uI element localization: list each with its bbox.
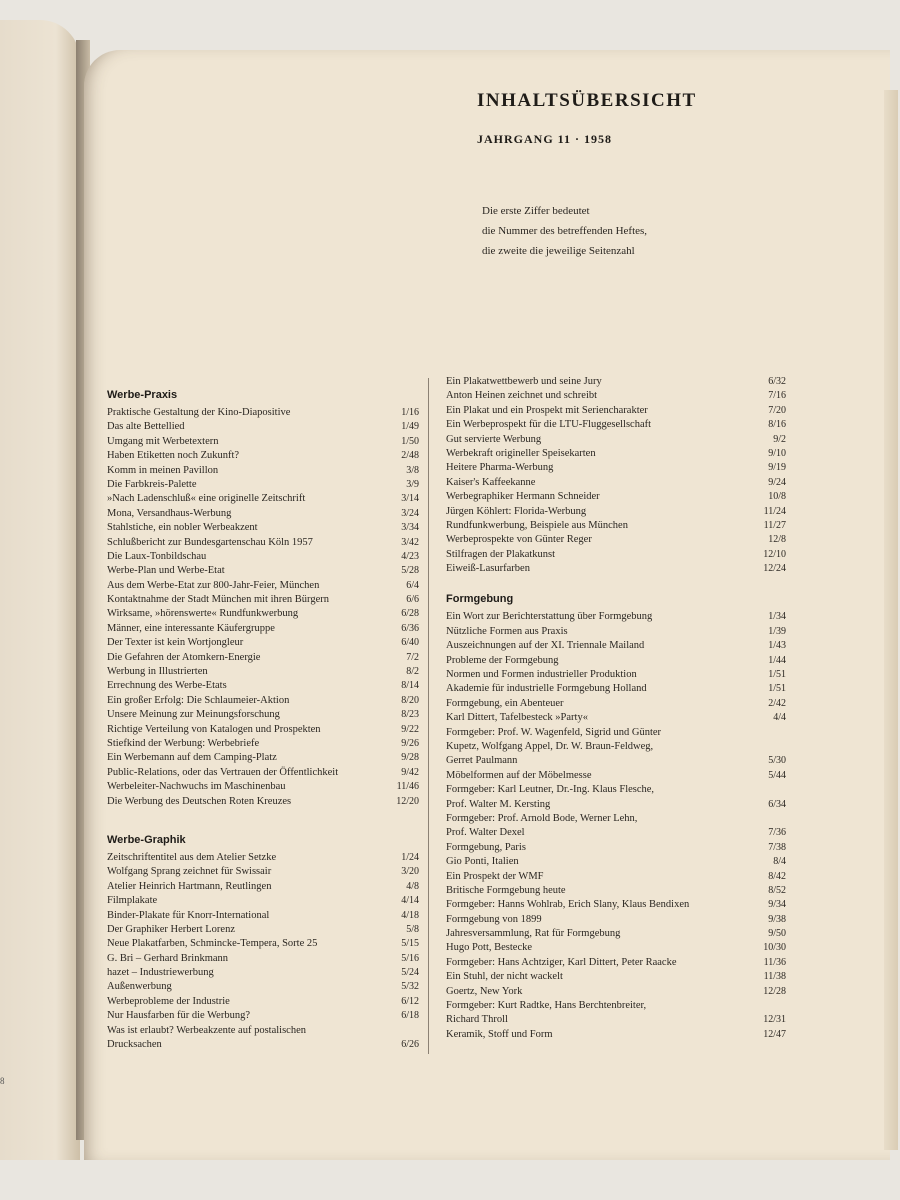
page-title: INHALTSÜBERSICHT — [477, 90, 697, 111]
entry-title: Formgeber: Kurt Radtke, Hans Berchtenbreiter, — [446, 1000, 647, 1012]
entry-page-ref: 7/20 — [768, 404, 786, 416]
entry-title: Formgeber: Prof. W. Wagenfeld, Sigrid und Günter — [446, 726, 662, 738]
entry-title: Werbegraphiker Hermann Schneider — [446, 491, 600, 503]
entry-page-ref: 6/6 — [406, 594, 419, 606]
index-entry — [107, 751, 419, 765]
index-entry — [107, 909, 419, 923]
index-entry — [446, 668, 786, 682]
entry-page-ref: 5/24 — [401, 967, 419, 979]
entry-page-ref: 6/28 — [401, 608, 419, 620]
entry-title: Möbelformen auf der Möbelmesse — [446, 769, 592, 781]
entry-page-ref: 3/34 — [401, 522, 419, 534]
index-entry — [107, 923, 419, 937]
section-heading: Werbe-Praxis — [107, 389, 178, 401]
entry-page-ref: 6/40 — [401, 637, 419, 649]
index-entry — [446, 490, 786, 504]
index-entry — [107, 694, 419, 708]
entry-title: Praktische Gestaltung der Kino-Diapositive — [107, 407, 291, 418]
entry-page-ref: 3/42 — [401, 536, 419, 548]
entry-title: Formgebung, ein Abenteuer — [446, 697, 564, 709]
entry-page-ref: 8/23 — [401, 709, 419, 721]
index-entry — [446, 769, 786, 783]
entry-title: Atelier Heinrich Hartmann, Reutlingen — [107, 880, 272, 892]
entry-page-ref: 6/34 — [768, 798, 786, 810]
index-entry — [446, 610, 786, 624]
index-entry — [446, 941, 786, 955]
right-column — [446, 375, 786, 1042]
entry-page-ref: 4/8 — [406, 880, 419, 892]
entry-page-ref: 3/20 — [401, 866, 419, 878]
index-entry — [107, 723, 419, 737]
index-entry — [446, 697, 786, 711]
entry-page-ref: 1/43 — [768, 640, 786, 652]
entry-title: Prof. Walter Dexel — [446, 827, 525, 839]
entry-title: Formgeber: Hanns Wohlrab, Erich Slany, Klaus Bendixen — [446, 899, 690, 911]
entry-title: »Nach Ladenschluß« eine originelle Zeitschrift — [107, 493, 306, 505]
entry-title: Ein Prospekt der WMF — [446, 870, 544, 882]
section-spacer — [446, 576, 786, 592]
entry-title: Public-Relations, oder das Vertrauen der Öffentlichkeit — [107, 766, 339, 778]
index-entry — [107, 406, 419, 420]
left-page-mark: 8 — [0, 1076, 5, 1086]
entry-title: Gerret Paulmann — [446, 755, 518, 767]
index-entry — [107, 464, 419, 478]
entry-page-ref: 1/16 — [401, 407, 419, 418]
entry-title: Heitere Pharma-Werbung — [446, 462, 554, 474]
index-entry — [107, 851, 419, 865]
index-entry — [446, 654, 786, 668]
entry-page-ref: 6/18 — [401, 1010, 419, 1022]
entry-page-ref: 9/2 — [773, 433, 786, 445]
index-entry — [446, 447, 786, 461]
index-entry — [107, 980, 419, 994]
entry-title: Ein Werbeprospekt für die LTU-Fluggesellschaft — [446, 419, 652, 431]
reference-note — [482, 201, 647, 261]
index-entry — [107, 880, 419, 894]
entry-page-ref: 9/42 — [401, 766, 419, 778]
index-entry — [107, 995, 419, 1009]
page-edge — [884, 90, 898, 1150]
index-entry — [446, 999, 786, 1013]
entry-title: Ein Wort zur Berichterstattung über Formgebung — [446, 611, 653, 623]
entry-title: Werbekraft origineller Speisekarten — [446, 447, 596, 459]
entry-page-ref: 12/10 — [763, 548, 786, 560]
entry-title: Die Gefahren der Atomkern-Energie — [107, 651, 261, 663]
entry-page-ref: 4/14 — [401, 895, 419, 907]
entry-page-ref: 11/27 — [763, 519, 786, 531]
entry-title: Haben Etiketten noch Zukunft? — [107, 450, 240, 462]
index-entry — [446, 461, 786, 475]
index-entry — [107, 507, 419, 521]
entry-title: Hugo Pott, Bestecke — [446, 942, 533, 954]
entry-title: Jahresversammlung, Rat für Formgebung — [446, 928, 621, 940]
entry-page-ref: 12/31 — [763, 1014, 786, 1026]
index-entry — [446, 783, 786, 797]
entry-page-ref: 7/16 — [768, 390, 786, 402]
entry-title: Formgebung, Paris — [446, 841, 526, 853]
entry-page-ref: 9/22 — [401, 723, 419, 735]
index-entry — [107, 550, 419, 564]
index-entry — [446, 812, 786, 826]
entry-title: Keramik, Stoff und Form — [446, 1028, 553, 1040]
index-entry — [446, 841, 786, 855]
note-line: Die erste Ziffer bedeutet — [482, 205, 590, 217]
entry-title: Werbeleiter-Nachwuchs im Maschinenbau — [107, 781, 286, 793]
index-entry — [107, 795, 419, 809]
index-entry — [446, 870, 786, 884]
index-entry — [107, 420, 419, 434]
entry-title: Eiweiß-Lasurfarben — [446, 563, 530, 575]
entry-page-ref: 9/24 — [768, 476, 786, 488]
index-entry — [446, 562, 786, 576]
entry-title: Nützliche Formen aus Praxis — [446, 625, 568, 637]
entry-page-ref: 12/47 — [763, 1028, 786, 1040]
index-entry — [107, 766, 419, 780]
entry-page-ref: 9/34 — [768, 899, 786, 911]
entry-title: Was ist erlaubt? Werbeakzente auf postalischen — [107, 1024, 306, 1036]
section-spacer — [107, 809, 419, 833]
index-entry — [446, 913, 786, 927]
index-entry — [107, 651, 419, 665]
entry-page-ref: 6/4 — [406, 579, 419, 591]
entry-title: Ein großer Erfolg: Die Schlaumeier-Aktion — [107, 694, 290, 706]
entry-title: Mona, Versandhaus-Werbung — [107, 507, 232, 519]
entry-title: Das alte Bettellied — [107, 421, 185, 433]
left-page — [0, 20, 80, 1160]
entry-title: Jürgen Köhlert: Florida-Werbung — [446, 505, 587, 517]
note-line: die zweite die jeweilige Seitenzahl — [482, 245, 635, 257]
entry-title: G. Bri – Gerhard Brinkmann — [107, 952, 229, 964]
entry-title: Probleme der Formgebung — [446, 654, 559, 666]
index-entry — [446, 505, 786, 519]
entry-title: Kaiser's Kaffeekanne — [446, 476, 536, 488]
entry-page-ref: 1/51 — [768, 669, 786, 681]
entry-title: Karl Dittert, Tafelbesteck »Party« — [446, 712, 588, 724]
index-entry — [107, 665, 419, 679]
entry-page-ref: 6/26 — [401, 1039, 419, 1051]
index-entry — [107, 894, 419, 908]
index-entry — [446, 726, 786, 740]
entry-page-ref: 3/8 — [406, 464, 419, 476]
entry-page-ref: 1/51 — [768, 683, 786, 695]
index-entry — [446, 711, 786, 725]
entry-page-ref: 9/38 — [768, 913, 786, 925]
entry-page-ref: 5/44 — [768, 769, 786, 781]
entry-title: hazet – Industriewerbung — [107, 967, 214, 979]
index-entry — [446, 433, 786, 447]
index-entry — [107, 952, 419, 966]
entry-title: Richard Throll — [446, 1014, 508, 1026]
entry-title: Die Werbung des Deutschen Roten Kreuzes — [107, 795, 292, 807]
entry-title: Werbe-Plan und Werbe-Etat — [107, 565, 225, 577]
entry-page-ref: 12/20 — [396, 795, 419, 807]
index-entry — [446, 740, 786, 754]
entry-page-ref: 9/28 — [401, 752, 419, 764]
index-entry — [446, 418, 786, 432]
column-divider — [428, 378, 429, 1054]
index-entry — [446, 639, 786, 653]
entry-title: Neue Plakatfarben, Schmincke-Tempera, Sorte 25 — [107, 938, 318, 950]
section-heading: Werbe-Graphik — [107, 833, 186, 846]
index-entry — [446, 985, 786, 999]
entry-title: Rundfunkwerbung, Beispiele aus München — [446, 519, 628, 531]
index-entry — [107, 780, 419, 794]
index-entry — [107, 636, 419, 650]
entry-title: Formgeber: Hans Achtziger, Karl Dittert, Peter Raacke — [446, 956, 677, 968]
entry-title: Der Graphiker Herbert Lorenz — [107, 923, 235, 935]
entry-title: Zeitschriftentitel aus dem Atelier Setzke — [107, 851, 277, 863]
entry-page-ref: 6/32 — [768, 376, 786, 387]
index-entry — [107, 1009, 419, 1023]
entry-page-ref: 5/8 — [406, 923, 419, 935]
index-entry — [446, 548, 786, 562]
index-entry — [446, 389, 786, 403]
index-entry — [446, 956, 786, 970]
index-entry — [446, 855, 786, 869]
entry-page-ref: 1/50 — [401, 435, 419, 447]
entry-title: Ein Werbemann auf dem Camping-Platz — [107, 752, 277, 764]
entry-page-ref: 4/18 — [401, 909, 419, 921]
entry-page-ref: 5/30 — [768, 755, 786, 767]
entry-page-ref: 9/19 — [768, 462, 786, 474]
entry-page-ref: 8/16 — [768, 419, 786, 431]
entry-title: Werbeprobleme der Industrie — [107, 995, 230, 1007]
entry-page-ref: 8/20 — [401, 694, 419, 706]
entry-page-ref: 8/14 — [401, 680, 419, 692]
index-entry — [107, 478, 419, 492]
entry-title: Stilfragen der Plakatkunst — [446, 548, 556, 560]
entry-title: Errechnung des Werbe-Etats — [107, 680, 227, 692]
entry-page-ref: 7/2 — [406, 651, 419, 663]
entry-title: Richtige Verteilung von Katalogen und Prospekten — [107, 723, 321, 735]
index-entry — [107, 593, 419, 607]
index-entry — [446, 970, 786, 984]
index-entry — [446, 1028, 786, 1042]
index-entry — [446, 898, 786, 912]
entry-page-ref: 7/36 — [768, 827, 786, 839]
index-entry — [107, 937, 419, 951]
entry-title: Gio Ponti, Italien — [446, 856, 519, 868]
entry-page-ref: 11/46 — [396, 781, 419, 793]
entry-title: Auszeichnungen auf der XI. Triennale Mailand — [446, 640, 645, 652]
entry-title: Formgeber: Prof. Arnold Bode, Werner Lehn, — [446, 812, 638, 824]
index-entry — [107, 1024, 419, 1038]
entry-page-ref: 6/36 — [401, 622, 419, 634]
entry-page-ref: 8/2 — [406, 666, 419, 678]
index-entry — [446, 826, 786, 840]
entry-title: Wirksame, »hörenswerte« Rundfunkwerbung — [107, 608, 299, 620]
index-entry — [107, 679, 419, 693]
index-entry — [446, 798, 786, 812]
entry-page-ref: 1/24 — [401, 851, 419, 863]
entry-page-ref: 7/38 — [768, 841, 786, 853]
entry-title: Filmplakate — [107, 895, 158, 907]
entry-page-ref: 8/4 — [773, 856, 786, 868]
index-entry — [107, 579, 419, 593]
entry-page-ref: 12/24 — [763, 563, 786, 575]
section-heading: Formgebung — [446, 593, 514, 606]
entry-page-ref: 1/44 — [768, 654, 786, 666]
entry-title: Der Texter ist kein Wortjongleur — [107, 637, 244, 649]
entry-page-ref: 9/50 — [768, 928, 786, 940]
index-entry — [107, 622, 419, 636]
entry-title: Unsere Meinung zur Meinungsforschung — [107, 709, 280, 721]
entry-title: Nur Hausfarben für die Werbung? — [107, 1010, 250, 1022]
volume-year: JAHRGANG 11 · 1958 — [477, 132, 613, 146]
entry-title: Formgebung von 1899 — [446, 913, 542, 925]
left-column — [107, 388, 419, 1052]
entry-page-ref: 1/49 — [401, 421, 419, 433]
entry-title: Akademie für industrielle Formgebung Holland — [446, 683, 647, 695]
index-entry — [446, 375, 786, 389]
entry-page-ref: 3/14 — [401, 493, 419, 505]
index-entry — [107, 564, 419, 578]
index-entry — [446, 625, 786, 639]
entry-page-ref: 3/9 — [406, 478, 419, 490]
index-entry — [107, 521, 419, 535]
entry-page-ref: 5/16 — [401, 952, 419, 964]
entry-title: Stahlstiche, ein nobler Werbeakzent — [107, 522, 258, 534]
entry-page-ref: 10/8 — [768, 491, 786, 503]
index-entry — [107, 449, 419, 463]
entry-title: Formgeber: Karl Leutner, Dr.-Ing. Klaus Flesche, — [446, 784, 655, 796]
entry-title: Schlußbericht zur Bundesgartenschau Köln 1957 — [107, 536, 313, 548]
index-entry — [446, 533, 786, 547]
entry-title: Prof. Walter M. Kersting — [446, 798, 551, 810]
entry-page-ref: 5/15 — [401, 938, 419, 950]
entry-title: Die Laux-Tonbildschau — [107, 550, 207, 562]
index-entry — [446, 682, 786, 696]
entry-page-ref: 4/23 — [401, 550, 419, 562]
entry-page-ref: 12/28 — [763, 985, 786, 997]
entry-page-ref: 11/24 — [763, 505, 786, 517]
entry-title: Außenwerbung — [107, 981, 172, 993]
index-entry — [107, 435, 419, 449]
entry-page-ref: 5/32 — [401, 981, 419, 993]
entry-title: Ein Plakatwettbewerb und seine Jury — [446, 376, 602, 387]
entry-title: Drucksachen — [107, 1039, 162, 1051]
index-entry — [446, 884, 786, 898]
entry-page-ref: 8/52 — [768, 884, 786, 896]
entry-page-ref: 4/4 — [773, 712, 786, 724]
index-entry — [446, 927, 786, 941]
entry-title: Ein Stuhl, der nicht wackelt — [446, 971, 563, 983]
entry-page-ref: 2/48 — [401, 450, 419, 462]
index-entry — [107, 737, 419, 751]
entry-title: Ein Plakat und ein Prospekt mit Seriencharakter — [446, 404, 648, 416]
index-entry — [446, 519, 786, 533]
entry-page-ref: 10/30 — [763, 942, 786, 954]
entry-title: Wolfgang Sprang zeichnet für Swissair — [107, 866, 272, 878]
entry-title: Stiefkind der Werbung: Werbebriefe — [107, 737, 260, 749]
entry-title: Aus dem Werbe-Etat zur 800-Jahr-Feier, München — [107, 579, 320, 591]
entry-page-ref: 2/42 — [768, 697, 786, 709]
index-entry — [107, 966, 419, 980]
entry-title: Komm in meinen Pavillon — [107, 464, 219, 476]
index-entry — [107, 536, 419, 550]
index-entry — [107, 607, 419, 621]
index-entry — [107, 865, 419, 879]
entry-page-ref: 6/12 — [401, 995, 419, 1007]
entry-title: Umgang mit Werbetextern — [107, 435, 219, 447]
note-line: die Nummer des betreffenden Heftes, — [482, 225, 648, 237]
entry-title: Werbung in Illustrierten — [107, 666, 208, 678]
entry-title: Britische Formgebung heute — [446, 884, 566, 896]
index-entry — [446, 1013, 786, 1027]
entry-title: Anton Heinen zeichnet und schreibt — [446, 390, 598, 402]
entry-title: Kontaktnahme der Stadt München mit ihren Bürgern — [107, 594, 330, 606]
index-entry — [107, 708, 419, 722]
entry-page-ref: 12/8 — [768, 534, 786, 546]
entry-page-ref: 1/34 — [768, 611, 786, 623]
entry-title: Die Farbkreis-Palette — [107, 478, 197, 490]
entry-title: Männer, eine interessante Käufergruppe — [107, 622, 275, 634]
entry-title: Normen und Formen industrieller Produktion — [446, 669, 637, 681]
entry-title: Werbeprospekte von Günter Reger — [446, 534, 592, 546]
entry-page-ref: 1/39 — [768, 625, 786, 637]
entry-page-ref: 11/38 — [763, 971, 786, 983]
entry-page-ref: 5/28 — [401, 565, 419, 577]
entry-page-ref: 3/24 — [401, 507, 419, 519]
index-entry — [107, 492, 419, 506]
entry-title: Goertz, New York — [446, 985, 523, 997]
index-entry — [446, 404, 786, 418]
index-entry — [446, 754, 786, 768]
entry-title: Kupetz, Wolfgang Appel, Dr. W. Braun-Feldweg, — [446, 740, 654, 752]
entry-page-ref: 9/10 — [768, 447, 786, 459]
entry-page-ref: 9/26 — [401, 737, 419, 749]
index-entry — [107, 1038, 419, 1052]
entry-page-ref: 8/42 — [768, 870, 786, 882]
entry-title: Gut servierte Werbung — [446, 433, 542, 445]
entry-page-ref: 11/36 — [763, 956, 786, 968]
entry-title: Binder-Plakate für Knorr-International — [107, 909, 270, 921]
index-entry — [446, 476, 786, 490]
